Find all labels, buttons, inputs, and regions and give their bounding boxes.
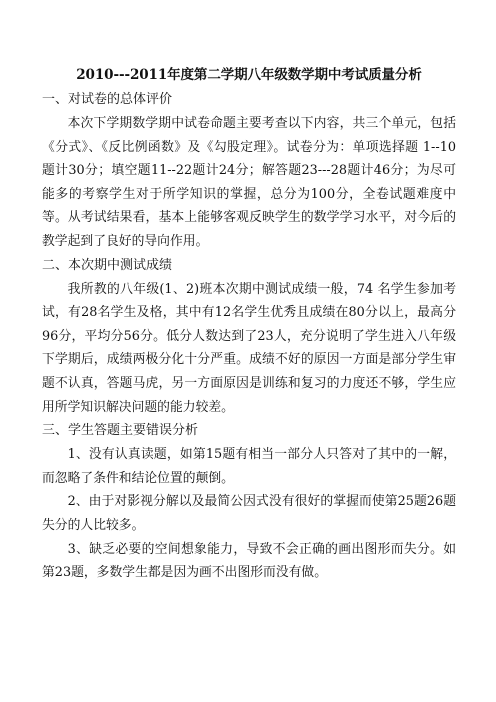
paragraph: 3、缺乏必要的空间想象能力，导致不会正确的画出图形而失分。如第23题，多数学生都是因为画不出图形而没有做。	[42, 541, 456, 581]
paragraph: 1、没有认真读题，如第15题有相当一部分人只答对了其中的一解，而忽略了条件和结论位置的颠倒。	[42, 447, 456, 486]
paragraph: 我所教的八年级(1、2)班本次期中测试成绩一般，74 名学生参加考试，有28名学生及格，其中有12名学生优秀且成绩在80分以上，最高分96分，平均分56分。低分人数达到了23人，充分说明了学生进入八年级下学期后，成绩两极分化十分严重。成绩不好的原因一方面是部分学生审题不认真，答题马虎，另一方面原因是训练和复习的力度还不够，学生应用所学知识解决问题的能力较差。	[42, 281, 456, 415]
section-error-analysis	[42, 419, 456, 585]
document-title: 2010---2011年度第二学期八年级数学期中考试质量分析	[76, 67, 422, 83]
paragraph: 2、由于对影视分解以及最简公因式没有很好的掌握而使第25题26题失分的人比较多。	[42, 494, 456, 533]
section-test-results	[42, 254, 456, 420]
section-heading: 二、本次期中测试成绩	[42, 257, 173, 273]
section-heading: 一、对试卷的总体评价	[42, 92, 173, 107]
paragraph: 本次下学期数学期中试卷命题主要考查以下内容，共三个单元，包括《分式》、《反比例函数》及《勾股定理》。试卷分为：单项选择题 1--10题计30分；填空题11--22题计24分；解答题23---28题计46分；为尽可能多的考察学生对于所学知识的掌握，总分为100分，全卷试题难度中等。从考试结果看，基本上能够客观反映学生的数学学习水平，对今后的教学起到了良好的导向作用。	[42, 116, 456, 249]
section-overall-evaluation	[42, 88, 456, 254]
section-heading: 三、学生答题主要错误分析	[42, 423, 199, 439]
